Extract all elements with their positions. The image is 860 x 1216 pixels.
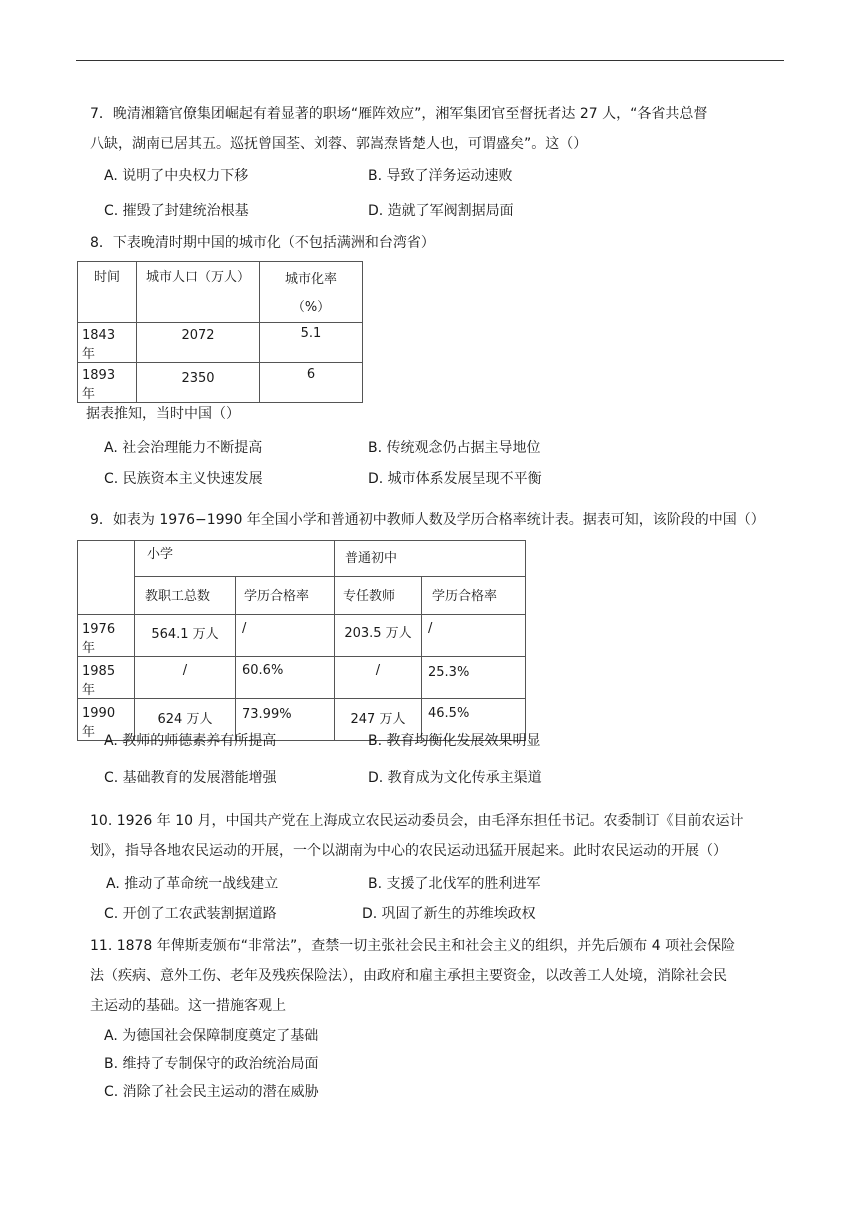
q8-option-a: A. 社会治理能力不断提高: [104, 440, 263, 456]
table-cell: 46.5%: [422, 699, 526, 741]
q9-option-b: B. 教育均衡化发展效果明显: [368, 733, 541, 749]
table-row: [78, 657, 526, 699]
table-cell: 624 万人: [135, 699, 236, 741]
q9-sub-header: 学历合格率: [422, 577, 526, 615]
table-cell: 564.1 万人: [135, 615, 236, 657]
q7-option-a: A. 说明了中央权力下移: [104, 168, 249, 184]
q10-option-c: C. 开创了工农武装割据道路: [104, 906, 277, 922]
table-cell: 60.6%: [236, 657, 335, 699]
q8-option-b: B. 传统观念仍占据主导地位: [368, 440, 541, 456]
table-row: [78, 323, 363, 363]
q11-option-b: B. 维持了专制保守的政治统治局面: [104, 1056, 319, 1072]
q11-option-a: A. 为德国社会保障制度奠定了基础: [104, 1028, 319, 1044]
q9-group-primary: 小学: [135, 541, 335, 577]
table-cell: 247 万人: [335, 699, 422, 741]
table-row: [78, 363, 363, 403]
table-cell: 203.5 万人: [335, 615, 422, 657]
q9-table: [77, 540, 526, 741]
q11-stem-line1: 11. 1878 年俾斯麦颁布“非常法”，查禁一切主张社会民主和社会主义的组织，并先后颁布 4 项社会保险: [90, 938, 736, 954]
q9-group-junior: 普通初中: [335, 541, 526, 577]
table-row: [78, 615, 526, 657]
table-cell: /: [236, 615, 335, 657]
q7-option-d: D. 造就了军阀割据局面: [368, 203, 514, 219]
q9-option-a: A. 教师的师德素养有所提高: [104, 733, 277, 749]
q7-option-b: B. 导致了洋务运动速败: [368, 168, 513, 184]
q8-table: [77, 261, 363, 403]
q7-stem-line2: 八缺，湖南已居其五。巡抚曾国荃、刘蓉、郭嵩焘皆楚人也，可谓盛矣”。这（）: [90, 136, 588, 152]
q10-stem-line1: 10. 1926 年 10 月，中国共产党在上海成立农民运动委员会，由毛泽东担任书记。农委制订《目前农运计: [90, 813, 744, 829]
q7-stem-line1: 7．晚清湘籍官僚集团崛起有着显著的职场“雁阵效应”，湘军集团官至督抚者达 27 人，“各省共总督: [90, 106, 708, 122]
q8-header-rate-label: 城市化率: [284, 272, 337, 287]
q9-sub-header: 专任教师: [335, 577, 422, 615]
q9-option-d: D. 教育成为文化传承主渠道: [368, 770, 542, 786]
q8-inference: 据表推知，当时中国（）: [86, 406, 240, 422]
table-cell: 5.1: [260, 323, 363, 363]
q8-header-rate: [260, 262, 363, 323]
q8-header-time: 时间: [78, 262, 137, 323]
table-cell: /: [335, 657, 422, 699]
q8-stem: 8．下表晚清时期中国的城市化（不包括满洲和台湾省）: [90, 235, 435, 251]
q10-option-b: B. 支援了北伐军的胜利进军: [368, 876, 541, 892]
q10-stem-line2: 划》，指导各地农民运动的开展，一个以湖南为中心的农民运动迅猛开展起来。此时农民运动的开展（）: [90, 843, 727, 859]
q11-stem-line3: 主运动的基础。这一措施客观上: [90, 998, 286, 1014]
table-cell: 2350: [137, 363, 260, 403]
table-cell: 25.3%: [422, 657, 526, 699]
q8-option-c: C. 民族资本主义快速发展: [104, 471, 263, 487]
table-cell: /: [422, 615, 526, 657]
q7-option-c: C. 摧毁了封建统治根基: [104, 203, 249, 219]
q8-option-d: D. 城市体系发展呈现不平衡: [368, 471, 542, 487]
q9-stem: 9．如表为 1976−1990 年全国小学和普通初中教师人数及学历合格率统计表。据表可知，该阶段的中国（）: [90, 512, 765, 528]
table-cell: 1985 年: [78, 657, 135, 699]
q11-stem-line2: 法（疾病、意外工伤、老年及残疾保险法），由政府和雇主承担主要资金，以改善工人处境，消除社会民: [90, 968, 727, 984]
table-cell: 73.99%: [236, 699, 335, 741]
q9-corner-cell: [78, 541, 135, 615]
q8-header-rate-unit: （%）: [291, 300, 331, 315]
q8-header-population: 城市人口（万人）: [137, 262, 260, 323]
table-cell: 1976 年: [78, 615, 135, 657]
q11-option-c: C. 消除了社会民主运动的潜在威胁: [104, 1084, 319, 1100]
q9-sub-header: 教职工总数: [135, 577, 236, 615]
q9-sub-header: 学历合格率: [236, 577, 335, 615]
q9-option-c: C. 基础教育的发展潜能增强: [104, 770, 277, 786]
table-cell: 6: [260, 363, 363, 403]
q10-option-d: D. 巩固了新生的苏维埃政权: [362, 906, 536, 922]
table-cell: 2072: [137, 323, 260, 363]
q10-option-a: A. 推动了革命统一战线建立: [106, 876, 279, 892]
table-cell: 1990 年: [78, 699, 135, 741]
table-cell: 1893 年: [78, 363, 137, 403]
table-cell: 1843 年: [78, 323, 137, 363]
header-rule: [76, 60, 784, 61]
table-cell: /: [135, 657, 236, 699]
